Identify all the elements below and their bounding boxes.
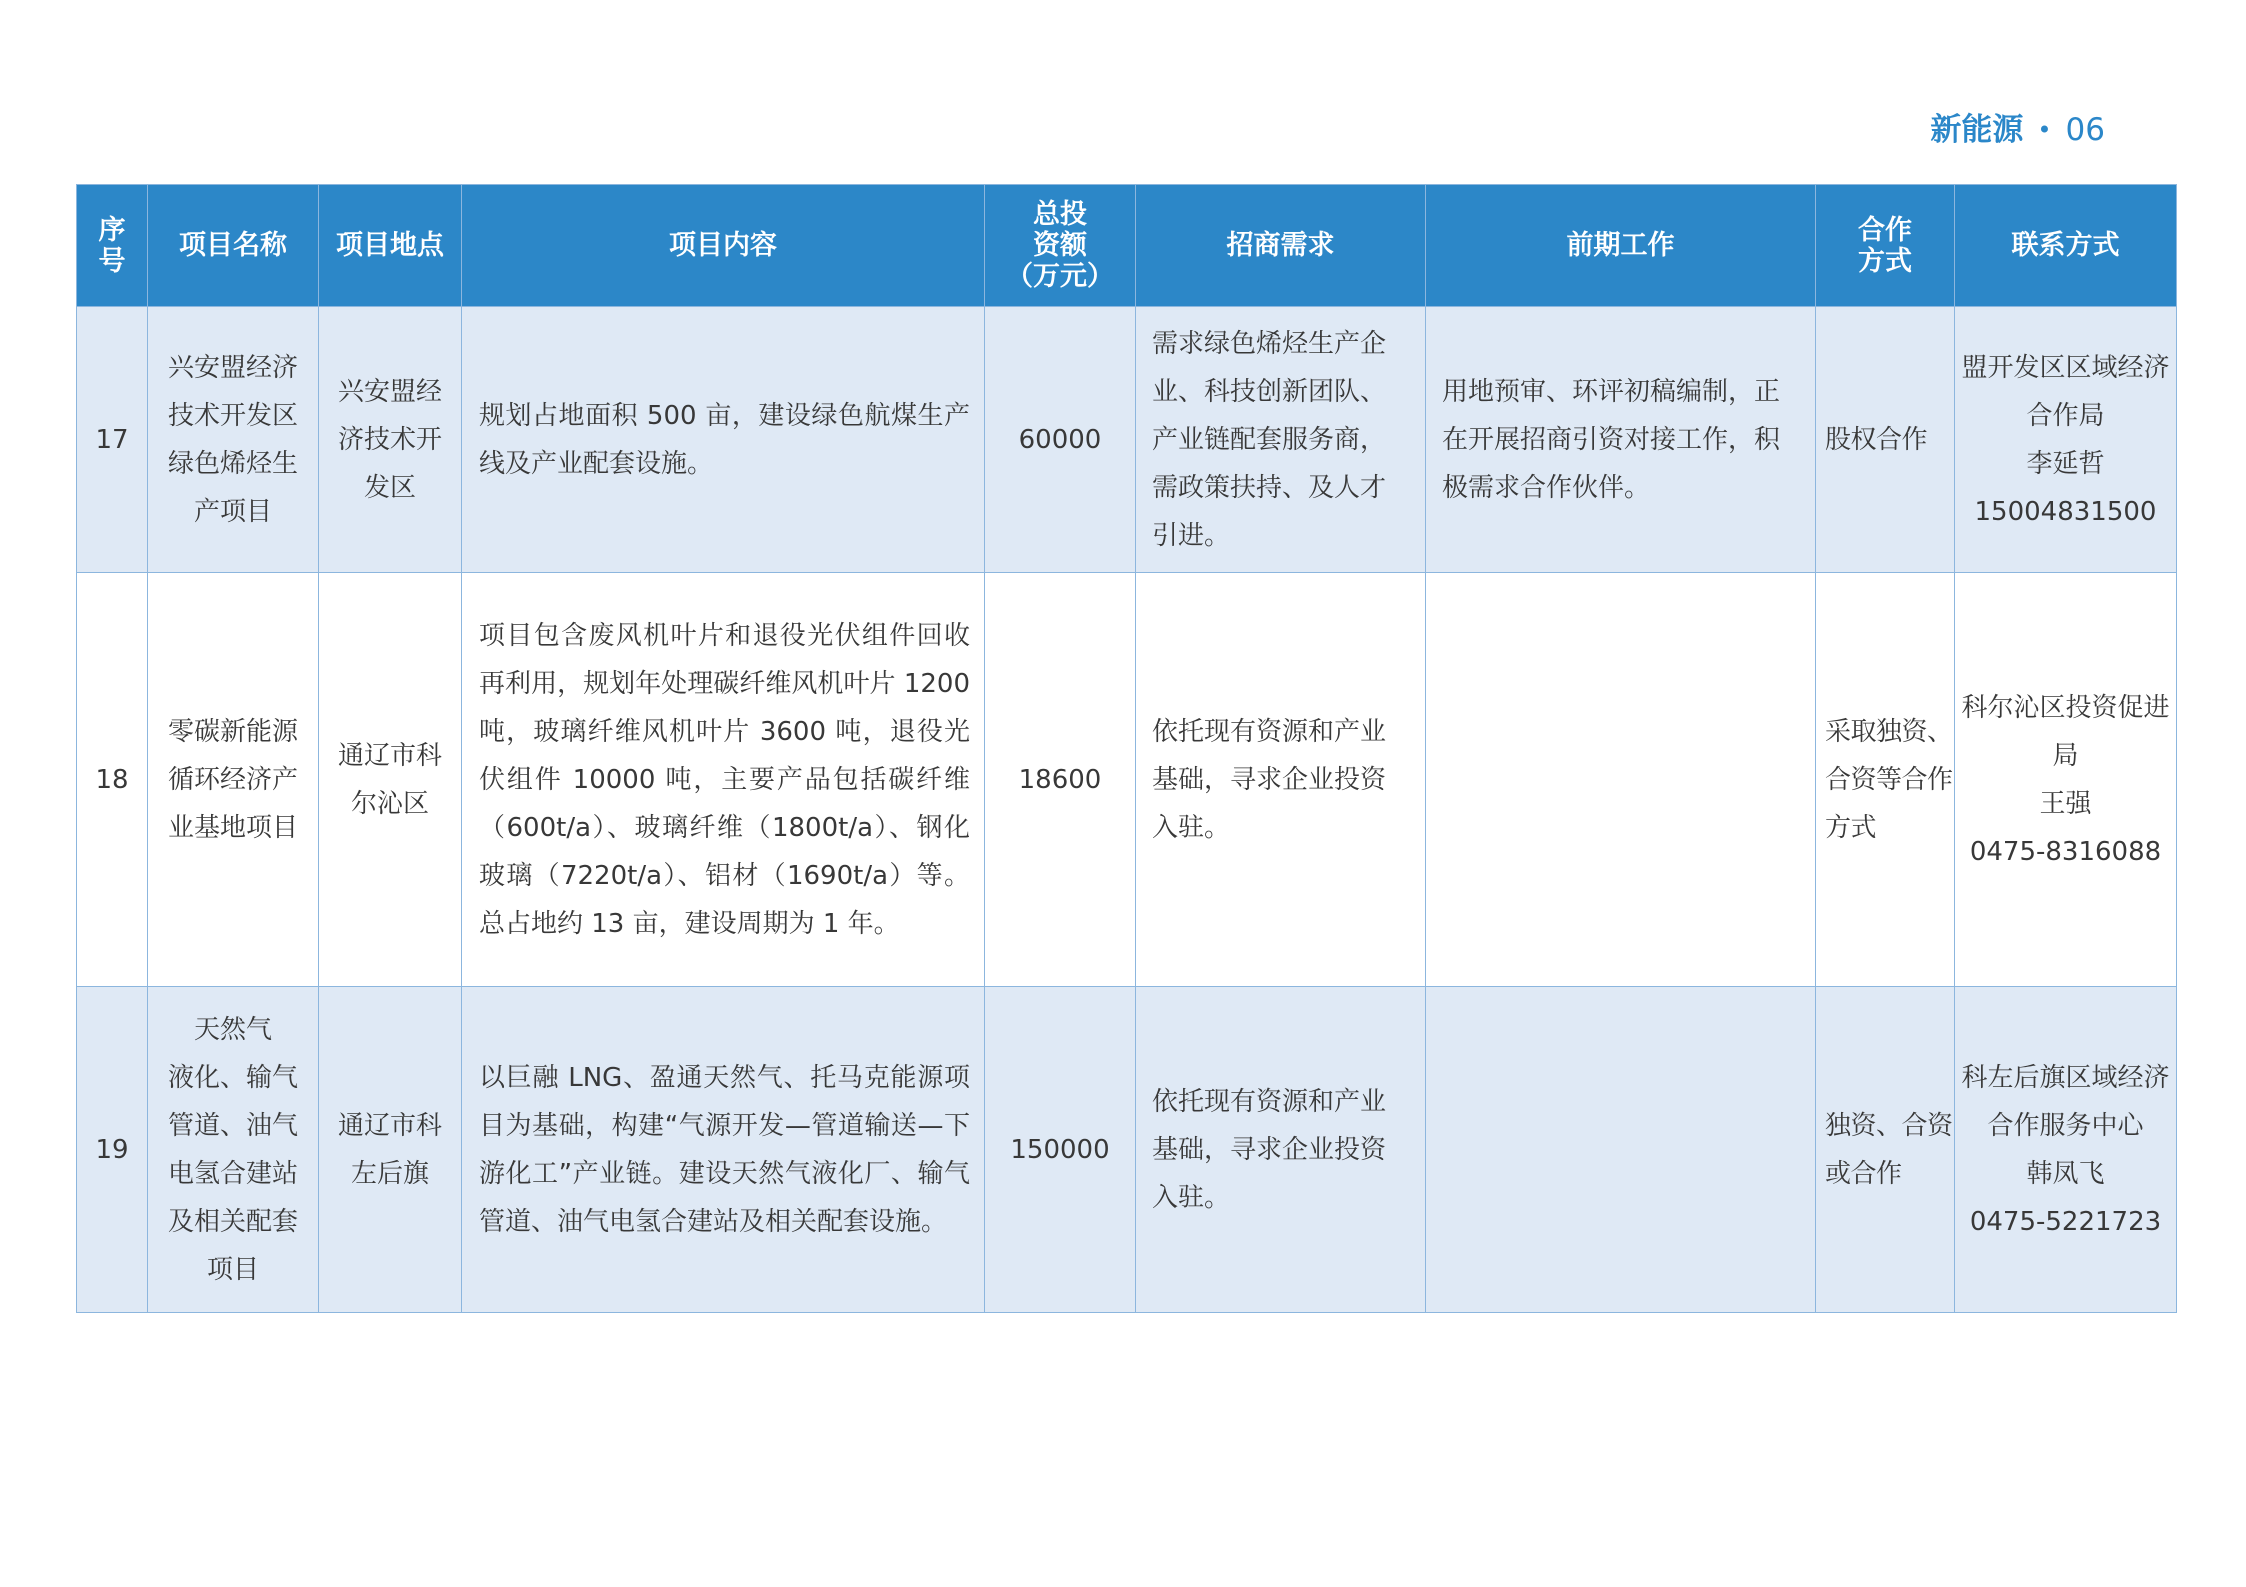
cell-project-name: 天然气 液化、输气管道、油气电氢合建站及相关配套项目	[148, 987, 319, 1313]
cell-content: 规划占地面积 500 亩，建设绿色航煤生产线及产业配套设施。	[462, 307, 985, 573]
contact-phone: 0475-8316088	[1969, 836, 2162, 867]
cell-cooperation: 股权合作	[1816, 307, 1955, 573]
contact-org: 科左后旗区域经济合作服务中心	[1961, 1062, 2170, 1141]
table-header-row	[77, 185, 2177, 307]
header-no: 序 号	[77, 185, 148, 307]
cell-no: 17	[77, 307, 148, 573]
contact-person: 韩凤飞	[2026, 1158, 2105, 1189]
cell-no: 18	[77, 573, 148, 987]
cell-needs: 需求绿色烯烃生产企业、科技创新团队、产业链配套服务商，需政策扶持、及人才引进。	[1136, 307, 1426, 573]
cell-content: 以巨融 LNG、盈通天然气、托马克能源项目为基础，构建“气源开发—管道输送—下游化工”产业链。建设天然气液化厂、输气管道、油气电氢合建站及相关配套设施。	[462, 987, 985, 1313]
header-content: 项目内容	[462, 185, 985, 307]
cell-cooperation: 独资、合资或合作	[1816, 987, 1955, 1313]
cell-location: 通辽市科尔沁区	[319, 573, 462, 987]
table-row	[77, 307, 2177, 573]
table-row	[77, 573, 2177, 987]
cell-location: 通辽市科左后旗	[319, 987, 462, 1313]
cell-project-name: 兴安盟经济技术开发区绿色烯烃生产项目	[148, 307, 319, 573]
cell-preliminary-work: 用地预审、环评初稿编制，正在开展招商引资对接工作，积极需求合作伙伴。	[1426, 307, 1816, 573]
cell-no: 19	[77, 987, 148, 1313]
cell-investment: 60000	[985, 307, 1136, 573]
cell-needs: 依托现有资源和产业基础，寻求企业投资入驻。	[1136, 573, 1426, 987]
page-header	[1930, 110, 2105, 150]
cell-location: 兴安盟经济技术开发区	[319, 307, 462, 573]
cell-content: 项目包含废风机叶片和退役光伏组件回收再利用，规划年处理碳纤维风机叶片 1200 吨，玻璃纤维风机叶片 3600 吨，退役光伏组件 10000 吨，主要产品包括碳纤维（600t/a）、玻璃纤维（1800t/a）、钢化玻璃（7220t/a）、铝材（1690t/a）等。总占地约 13 亩，建设周期为 1 年。	[462, 573, 985, 987]
cell-project-name: 零碳新能源循环经济产业基地项目	[148, 573, 319, 987]
contact-phone: 0475-5221723	[1969, 1206, 2162, 1237]
project-table	[76, 184, 2177, 1313]
header-contact: 联系方式	[1955, 185, 2177, 307]
contact-org: 盟开发区区域经济合作局	[1961, 352, 2170, 431]
cell-contact	[1955, 307, 2177, 573]
separator-dot: •	[2037, 116, 2052, 144]
cell-investment: 150000	[985, 987, 1136, 1313]
cell-cooperation: 采取独资、合资等合作方式	[1816, 573, 1955, 987]
header-project-name: 项目名称	[148, 185, 319, 307]
cell-contact	[1955, 573, 2177, 987]
header-preliminary-work: 前期工作	[1426, 185, 1816, 307]
cell-needs: 依托现有资源和产业基础，寻求企业投资入驻。	[1136, 987, 1426, 1313]
header-cooperation: 合作 方式	[1816, 185, 1955, 307]
contact-person: 李延哲	[2026, 448, 2105, 479]
cell-contact	[1955, 987, 2177, 1313]
cell-preliminary-work	[1426, 573, 1816, 987]
table-row	[77, 987, 2177, 1313]
section-title: 新能源	[1930, 112, 2024, 148]
page-number: 06	[2065, 112, 2105, 148]
contact-person: 王强	[2039, 788, 2092, 819]
contact-phone: 15004831500	[1974, 496, 2157, 527]
header-needs: 招商需求	[1136, 185, 1426, 307]
cell-investment: 18600	[985, 573, 1136, 987]
contact-org: 科尔沁区投资促进局	[1961, 692, 2170, 771]
header-investment: 总投 资额 （万元）	[985, 185, 1136, 307]
header-location: 项目地点	[319, 185, 462, 307]
cell-preliminary-work	[1426, 987, 1816, 1313]
